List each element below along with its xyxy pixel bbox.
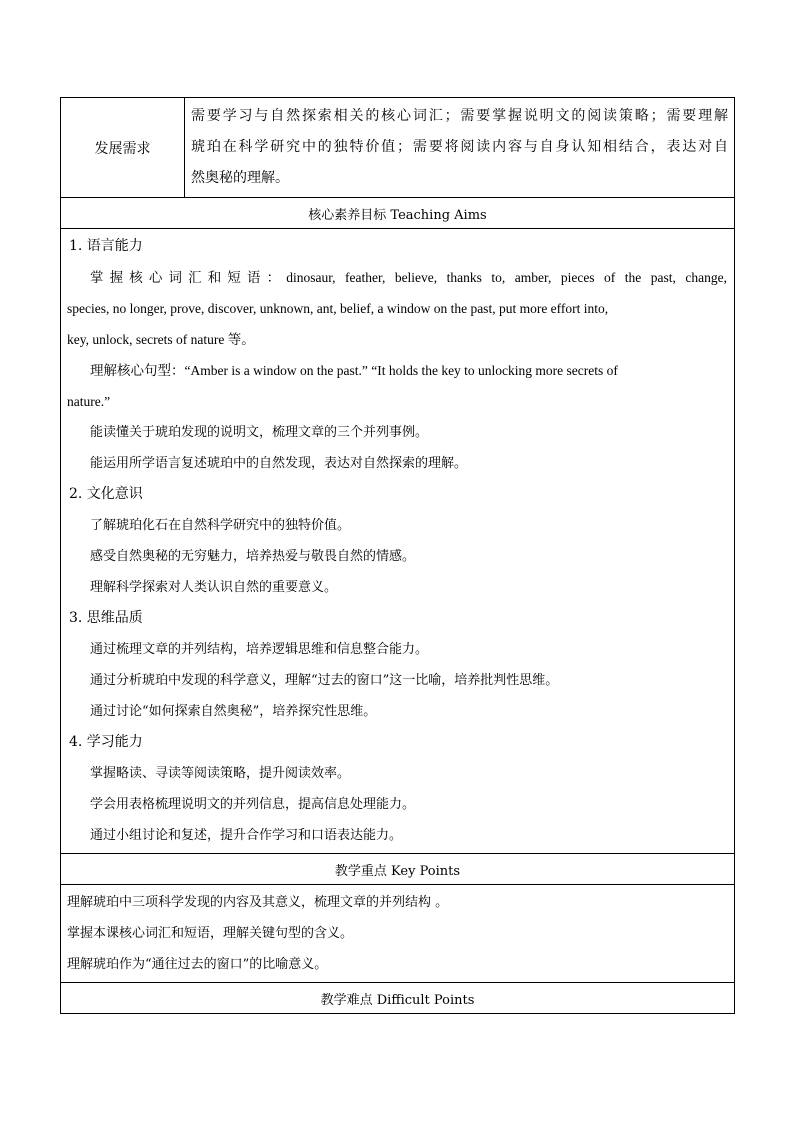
key-points-body-row — [61, 885, 735, 983]
difficult-points-header: 教学难点 Difficult Points — [61, 983, 735, 1014]
development-needs-line: 然奥秘的理解。 — [191, 170, 289, 186]
key-point-item: 理解琥珀作为“通往过去的窗口”的比喻意义。 — [67, 957, 328, 972]
teaching-aims-body-row — [61, 229, 735, 854]
key-points-body — [61, 885, 735, 983]
development-needs-row — [61, 98, 735, 198]
aim-item: nature.” — [67, 394, 111, 409]
aim-item: 理解科学探索对人类认识自然的重要意义。 — [90, 580, 338, 595]
key-points-header-row — [61, 854, 735, 885]
section-title-learning: 4. 学习能力 — [69, 734, 143, 750]
section-title-language: 1. 语言能力 — [69, 238, 143, 254]
teaching-aims-header: 核心素养目标 Teaching Aims — [61, 198, 735, 229]
aim-item: species, no longer, prove, discover, unknown, ant, belief, a window on the past, put more effort into, — [67, 301, 609, 316]
aim-item: 掌握略读、寻读等阅读策略，提升阅读效率。 — [90, 766, 351, 781]
aim-item: 通过分析琥珀中发现的科学意义，理解“过去的窗口”这一比喻，培养批判性思维。 — [90, 673, 559, 688]
development-needs-line: 需要学习与自然探索相关的核心词汇；需要掌握说明文的阅读策略；需要理解 — [191, 108, 728, 124]
aim-item: 通过小组讨论和复述，提升合作学习和口语表达能力。 — [90, 828, 403, 843]
aim-item: 理解核心句型：“Amber is a window on the past.” “It holds the key to unlocking more secrets of — [90, 363, 618, 378]
development-needs-text — [185, 98, 735, 198]
aim-item: 掌握核心词汇和短语：dinosaur, feather, believe, thanks to, amber, pieces of the past, change, — [90, 270, 727, 285]
development-needs-label: 发展需求 — [61, 98, 185, 198]
aim-item: 通过讨论“如何探索自然奥秘”，培养探究性思维。 — [90, 704, 377, 719]
key-points-header: 教学重点 Key Points — [61, 854, 735, 885]
teaching-aims-body — [61, 229, 735, 854]
development-needs-line: 琥珀在科学研究中的独特价值；需要将阅读内容与自身认知相结合，表达对自 — [191, 139, 728, 155]
aim-item: 感受自然奥秘的无穷魅力，培养热爱与敬畏自然的情感。 — [90, 549, 416, 564]
section-title-thinking: 3. 思维品质 — [69, 610, 143, 626]
aim-item: 了解琥珀化石在自然科学研究中的独特价值。 — [90, 518, 351, 533]
key-point-item: 理解琥珀中三项科学发现的内容及其意义，梳理文章的并列结构 。 — [67, 895, 449, 910]
key-point-item: 掌握本课核心词汇和短语，理解关键句型的含义。 — [67, 926, 354, 941]
lesson-plan-page — [60, 97, 734, 1014]
section-title-culture: 2. 文化意识 — [69, 486, 143, 502]
aim-item: 能读懂关于琥珀发现的说明文，梳理文章的三个并列事例。 — [90, 425, 429, 440]
teaching-aims-header-row — [61, 198, 735, 229]
difficult-points-header-row — [61, 983, 735, 1014]
aim-item: 学会用表格梳理说明文的并列信息，提高信息处理能力。 — [90, 797, 416, 812]
lesson-plan-table — [60, 97, 735, 1014]
aim-item: 能运用所学语言复述琥珀中的自然发现，表达对自然探索的理解。 — [90, 456, 468, 471]
aim-item: 通过梳理文章的并列结构，培养逻辑思维和信息整合能力。 — [90, 642, 429, 657]
aim-item: key, unlock, secrets of nature 等。 — [67, 332, 255, 347]
